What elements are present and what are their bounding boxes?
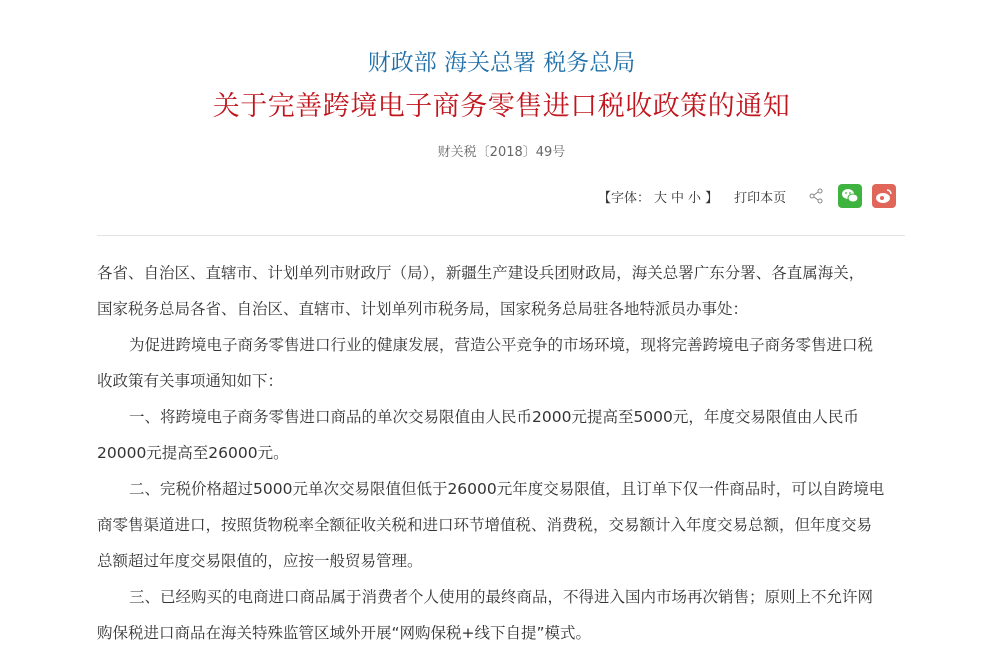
weibo-share-button[interactable] bbox=[872, 184, 896, 208]
share-icon[interactable] bbox=[808, 188, 824, 204]
body-line: 总额超过年度交易限值的，应按一般贸易管理。 bbox=[97, 552, 423, 570]
issuing-agencies: 财政部 海关总署 税务总局 bbox=[367, 50, 636, 76]
body-line: 二、完税价格超过5000元单次交易限值但低于26000元年度交易限值，且订单下仅一件商品时，可以自跨境电 bbox=[129, 480, 885, 498]
font-size-medium-link[interactable]: 中 bbox=[671, 190, 685, 206]
wechat-share-button[interactable] bbox=[838, 184, 862, 208]
article-toolbar bbox=[598, 183, 896, 209]
body-line: 国家税务总局各省、自治区、直辖市、计划单列市税务局，国家税务总局驻各地特派员办事处： bbox=[97, 300, 749, 318]
body-line: 为促进跨境电子商务零售进口行业的健康发展，营造公平竞争的市场环境，现将完善跨境电子商务零售进口税 bbox=[129, 336, 874, 354]
print-page-link[interactable]: 打印本页 bbox=[734, 190, 787, 206]
wechat-icon bbox=[841, 188, 859, 204]
font-size-large-link[interactable]: 大 bbox=[654, 190, 668, 206]
divider bbox=[97, 235, 905, 236]
body-line: 三、已经购买的电商进口商品属于消费者个人使用的最终商品，不得进入国内市场再次销售；原则上不允许网 bbox=[129, 588, 874, 606]
weibo-icon bbox=[875, 188, 893, 204]
body-line: 一、将跨境电子商务零售进口商品的单次交易限值由人民币2000元提高至5000元，年度交易限值由人民币 bbox=[129, 408, 859, 426]
body-line: 20000元提高至26000元。 bbox=[97, 444, 289, 462]
body-line: 收政策有关事项通知如下： bbox=[97, 372, 284, 390]
article-body bbox=[97, 260, 917, 656]
font-size-bracket: 】 bbox=[705, 190, 719, 206]
body-line: 各省、自治区、直辖市、计划单列市财政厅（局），新疆生产建设兵团财政局，海关总署广东分署、各直属海关， bbox=[97, 264, 865, 282]
body-line: 购保税进口商品在海关特殊监管区域外开展“网购保税+线下自提”模式。 bbox=[97, 624, 592, 642]
page-title: 关于完善跨境电子商务零售进口税收政策的通知 bbox=[212, 91, 791, 122]
body-line: 商零售渠道进口，按照货物税率全额征收关税和进口环节增值税、消费税，交易额计入年度交易总额，但年度交易 bbox=[97, 516, 873, 534]
document-number: 财关税〔2018〕49号 bbox=[437, 145, 566, 160]
font-size-small-link[interactable]: 小 bbox=[688, 190, 702, 206]
font-size-label: 【字体： bbox=[598, 190, 651, 206]
